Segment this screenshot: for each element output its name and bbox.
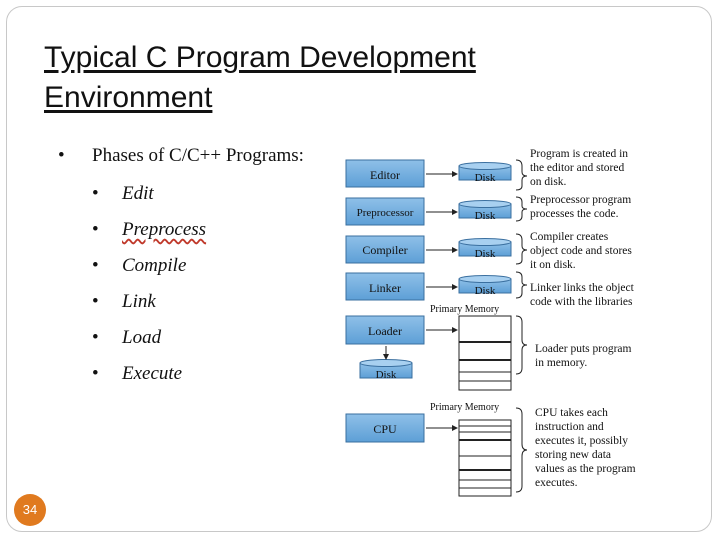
svg-text:CPU takes each: CPU takes each <box>535 407 608 419</box>
svg-text:executes it, possibly: executes it, possibly <box>535 435 628 447</box>
svg-text:Loader: Loader <box>368 324 402 338</box>
svg-text:in memory.: in memory. <box>535 357 588 369</box>
svg-text:Editor: Editor <box>370 168 400 182</box>
svg-text:Preprocessor program: Preprocessor program <box>530 194 632 206</box>
svg-text:Preprocessor: Preprocessor <box>356 207 414 219</box>
svg-text:executes.: executes. <box>535 477 578 489</box>
cpu-box <box>346 414 424 442</box>
bullet-icon: • <box>92 183 99 204</box>
svg-text:values as the program: values as the program <box>535 463 636 475</box>
note-compiler <box>530 231 632 271</box>
primary-memory-label-2: Primary Memory <box>430 402 500 413</box>
svg-text:code with the libraries: code with the libraries <box>530 296 633 308</box>
svg-text:Disk: Disk <box>375 369 397 381</box>
svg-text:Disk: Disk <box>474 210 496 222</box>
title-line-1: Typical C Program Development <box>44 41 476 74</box>
linker-box <box>346 273 424 300</box>
title-line-2: Environment <box>44 81 213 114</box>
page-number-badge: 34 <box>14 494 46 526</box>
svg-text:Compiler: Compiler <box>362 243 408 257</box>
svg-text:instruction and: instruction and <box>535 421 604 433</box>
svg-text:it on disk.: it on disk. <box>530 259 576 271</box>
note-preprocessor <box>530 194 631 220</box>
bullet-icon: • <box>92 255 99 276</box>
svg-text:Linker: Linker <box>369 281 401 295</box>
svg-text:processes the code.: processes the code. <box>530 208 619 220</box>
svg-text:Loader puts program: Loader puts program <box>535 343 632 355</box>
bullet-icon: • <box>92 363 99 384</box>
svg-text:on disk.: on disk. <box>530 176 567 188</box>
svg-text:Compiler creates: Compiler creates <box>530 231 609 243</box>
svg-text:storing new data: storing new data <box>535 449 612 461</box>
preprocessor-box <box>346 198 424 225</box>
editor-box <box>346 160 424 187</box>
note-linker <box>530 282 635 308</box>
bullet-icon: • <box>92 219 99 240</box>
bullet-icon: • <box>58 145 65 166</box>
note-editor <box>530 148 628 188</box>
loader-box <box>346 316 424 344</box>
svg-text:object code and stores: object code and stores <box>530 245 632 257</box>
primary-memory-label-1: Primary Memory <box>430 304 500 315</box>
disk-editor <box>459 163 511 185</box>
brace-icons <box>516 160 527 492</box>
svg-text:CPU: CPU <box>373 422 397 436</box>
disk-linker <box>459 276 511 298</box>
svg-text:Disk: Disk <box>474 172 496 184</box>
bullet-icon: • <box>92 327 99 348</box>
svg-text:Program is created in: Program is created in <box>530 148 629 160</box>
svg-text:Disk: Disk <box>474 285 496 297</box>
primary-memory-block-1 <box>459 316 511 390</box>
bullet-icon: • <box>92 291 99 312</box>
compiler-box <box>346 236 424 263</box>
disk-loader <box>360 360 412 382</box>
note-loader <box>535 343 631 369</box>
svg-text:Linker links the object: Linker links the object <box>530 282 634 294</box>
disk-preprocessor <box>459 201 511 223</box>
svg-text:Disk: Disk <box>474 248 496 260</box>
primary-memory-block-2 <box>459 420 511 496</box>
svg-text:the editor and stored: the editor and stored <box>530 162 625 174</box>
note-cpu <box>535 407 636 489</box>
disk-compiler <box>459 239 511 261</box>
